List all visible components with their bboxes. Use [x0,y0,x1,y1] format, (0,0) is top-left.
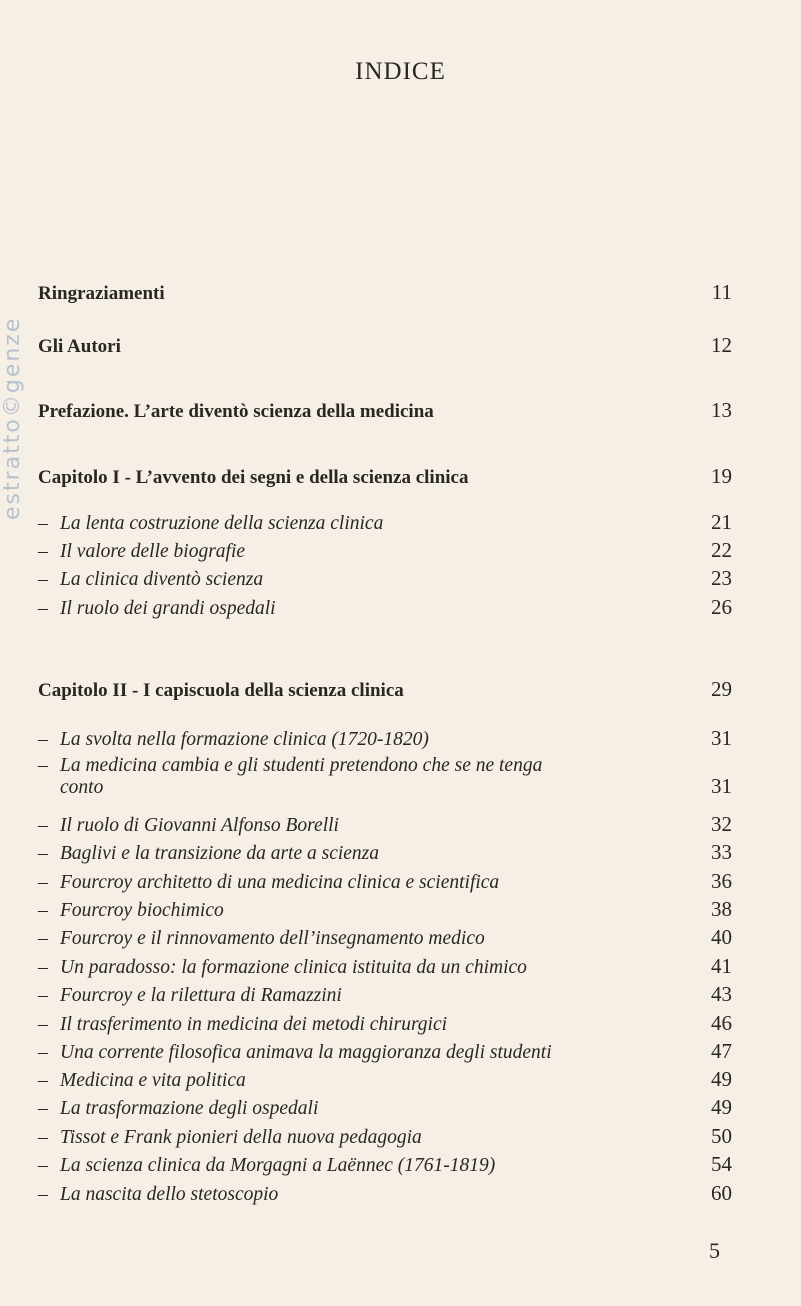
toc-item: – Fourcroy biochimico 38 [38,897,732,921]
toc-item-page: 33 [711,840,732,864]
toc-item-page: 32 [711,812,732,836]
chapter-heading-label: Capitolo II - I capiscuola della scienza clinica [38,680,404,701]
toc-item-page: 49 [711,1067,732,1091]
toc-item: – La scienza clinica da Morgagni a Laënnec (1761-1819) 54 [38,1152,732,1176]
chapter-2-heading [38,677,732,702]
toc-item: – Baglivi e la transizione da arte a scienza 33 [38,840,732,864]
chapter-heading-page: 29 [711,677,732,701]
toc-entry-autori [38,333,732,358]
toc-entry-label: Gli Autori [38,336,121,357]
toc-item: – La medicina cambia e gli studenti pretendono che se ne tenga conto 31 [38,755,732,798]
toc-item-label-continuation: conto [60,777,104,798]
toc-item-label: Il ruolo di Giovanni Alfonso Borelli [60,815,339,836]
toc-item-label: La nascita dello stetoscopio [60,1184,279,1205]
toc-item-label: La svolta nella formazione clinica (1720-1820) [60,729,429,750]
toc-entry-page: 12 [711,333,732,357]
toc-item: – Fourcroy e la rilettura di Ramazzini 43 [38,982,732,1006]
toc-item-page: 60 [711,1181,732,1205]
toc-item: – Tissot e Frank pionieri della nuova pedagogia 50 [38,1124,732,1148]
toc-item-page: 38 [711,897,732,921]
chapter-heading-page: 19 [711,464,732,488]
toc-item: – La lenta costruzione della scienza clinica 21 [38,510,732,534]
toc-item-label: Tissot e Frank pionieri della nuova pedagogia [60,1127,422,1148]
toc-item: – Un paradosso: la formazione clinica istituita da un chimico 41 [38,954,732,978]
toc-item-page: 43 [711,982,732,1006]
toc-item-page: 23 [711,566,732,590]
toc-entry-ringraziamenti [38,280,732,305]
page-number: 5 [709,1238,720,1263]
toc-item: – Il ruolo di Giovanni Alfonso Borelli 32 [38,812,732,836]
toc-item-page: 26 [711,595,732,619]
toc-entry-page: 13 [711,398,732,422]
toc-item: – Fourcroy e il rinnovamento dell’insegnamento medico 40 [38,925,732,949]
toc-item-page: 36 [711,869,732,893]
page-title: INDICE [355,58,446,85]
toc-item-label: Una corrente filosofica animava la maggioranza degli studenti [60,1042,552,1063]
toc-item-page: 47 [711,1039,732,1063]
toc-item-label: Il ruolo dei grandi ospedali [60,598,276,619]
toc-item-label: La lenta costruzione della scienza clinica [60,513,384,534]
toc-item-page: 31 [711,774,732,798]
toc-item-page: 21 [711,510,732,534]
chapter-heading-label: Capitolo I - L’avvento dei segni e della scienza clinica [38,467,469,488]
toc-item-label: Fourcroy e il rinnovamento dell’insegnamento medico [60,928,485,949]
toc-item-label: Il valore delle biografie [60,541,246,562]
toc-entry-prefazione [38,398,732,423]
chapter-1-heading [38,464,732,489]
toc-entry-label: Prefazione. L’arte diventò scienza della medicina [38,401,434,422]
toc-item-label: Medicina e vita politica [60,1070,246,1091]
toc-item-page: 31 [711,726,732,750]
toc-item: – Una corrente filosofica animava la maggioranza degli studenti 47 [38,1039,732,1063]
toc-item: – Il valore delle biografie 22 [38,538,732,562]
toc-item-label: La medicina cambia e gli studenti pretendono che se ne tenga [60,755,543,776]
toc-item-page: 46 [711,1011,732,1035]
toc-entry-page: 11 [711,280,732,304]
toc-item: – Il trasferimento in medicina dei metodi chirurgici 46 [38,1011,732,1035]
toc-item: – La clinica diventò scienza 23 [38,566,732,590]
toc-item-label: Baglivi e la transizione da arte a scienza [60,843,380,864]
toc-item-page: 41 [711,954,732,978]
toc-item-page: 49 [711,1095,732,1119]
toc-item-label: La clinica diventò scienza [60,569,264,590]
toc-item-page: 54 [711,1152,732,1176]
toc-item-label: Fourcroy e la rilettura di Ramazzini [60,985,342,1006]
toc-item-label: Fourcroy architetto di una medicina clinica e scientifica [60,872,500,893]
toc-item: – Il ruolo dei grandi ospedali 26 [38,595,732,619]
toc-item: – La svolta nella formazione clinica (1720-1820) 31 [38,726,732,750]
toc-item-label: Fourcroy biochimico [60,900,224,921]
toc-item-label: Un paradosso: la formazione clinica istituita da un chimico [60,957,527,978]
toc-entry-label: Ringraziamenti [38,283,165,304]
toc-item: – Medicina e vita politica 49 [38,1067,732,1091]
toc-item-page: 50 [711,1124,732,1148]
watermark: estratto©genze [0,316,25,520]
toc-item: – Fourcroy architetto di una medicina clinica e scientifica 36 [38,869,732,893]
toc-item-label: Il trasferimento in medicina dei metodi chirurgici [60,1014,448,1035]
toc-item: – La nascita dello stetoscopio 60 [38,1181,732,1205]
toc-item-label: La scienza clinica da Morgagni a Laënnec (1761-1819) [60,1155,496,1176]
toc-item-label: La trasformazione degli ospedali [60,1098,319,1119]
toc-item: – La trasformazione degli ospedali 49 [38,1095,732,1119]
toc-item-page: 40 [711,925,732,949]
toc-item-page: 22 [711,538,732,562]
